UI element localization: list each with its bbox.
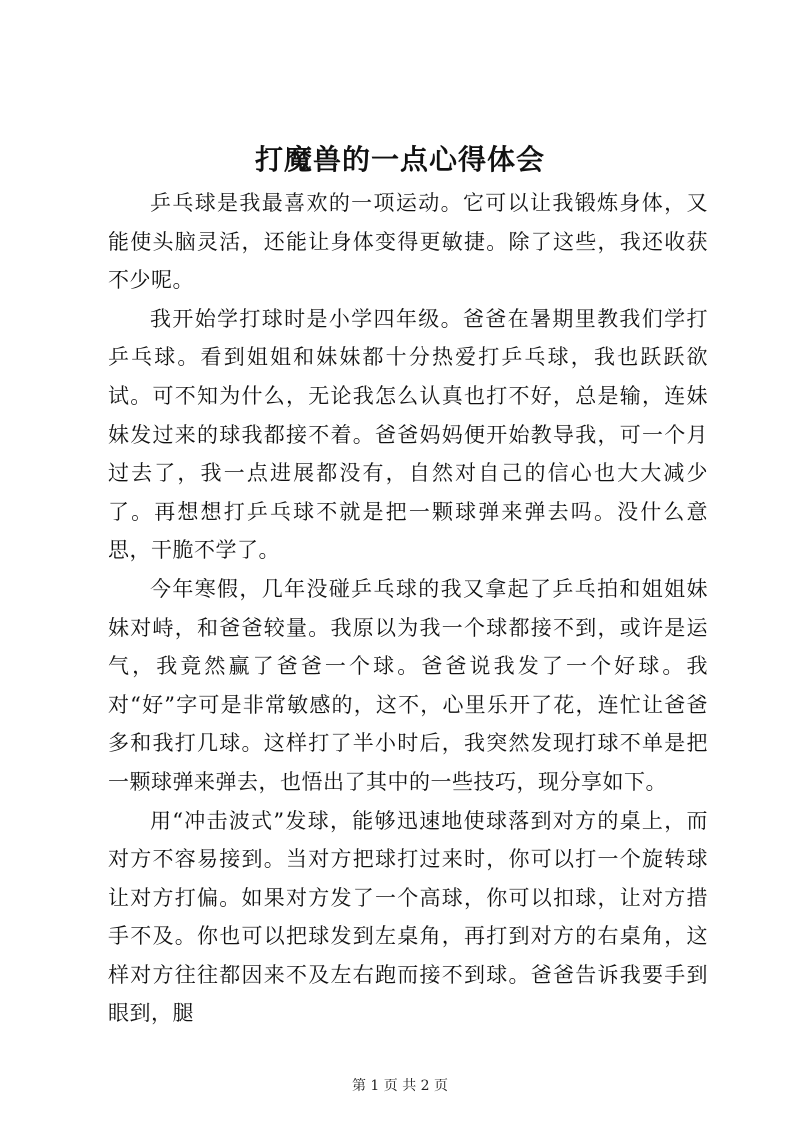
document-body xyxy=(108,184,708,1033)
paragraph-3: 今年寒假，几年没碰乒乓球的我又拿起了乒乓拍和姐姐妹妹对峙，和爸爸较量。我原以为我一个球都接不到，或许是运气，我竟然赢了爸爸一个球。爸爸说我发了一个好球。我对“好”字可是非常敏感的，这不，心里乐开了花，连忙让爸爸多和我打几球。这样打了半小时后，我突然发现打球不单是把一颗球弹来弹去，也悟出了其中的一些技巧，现分享如下。 xyxy=(108,576,708,794)
paragraph-2: 我开始学打球时是小学四年级。爸爸在暑期里教我们学打乒乓球。看到姐姐和妹妹都十分热爱打乒乓球，我也跃跃欲试。可不知为什么，无论我怎么认真也打不好，总是输，连妹妹发过来的球我都接不着。爸爸妈妈便开始教导我，可一个月过去了，我一点进展都没有，自然对自己的信心也大大减少了。再想想打乒乓球不就是把一颗球弹来弹去吗。没什么意思，干脆不学了。 xyxy=(108,306,708,563)
paragraph-4: 用“冲击波式”发球，能够迅速地使球落到对方的桌上，而对方不容易接到。当对方把球打过来时，你可以打一个旋转球让对方打偏。如果对方发了一个高球，你可以扣球，让对方措手不及。你也可以把球发到左桌角，再打到对方的右桌角，这样对方往往都因来不及左右跑而接不到球。爸爸告诉我要手到眼到，腿 xyxy=(108,808,708,1026)
document-title: 打魔兽的一点心得体会 xyxy=(254,143,545,176)
paragraph-1: 乒乓球是我最喜欢的一项运动。它可以让我锻炼身体，又能使头脑灵活，还能让身体变得更敏捷。除了这些，我还收获不少呢。 xyxy=(108,191,708,293)
page-footer: 第 1 页 共 2 页 xyxy=(351,1078,449,1094)
